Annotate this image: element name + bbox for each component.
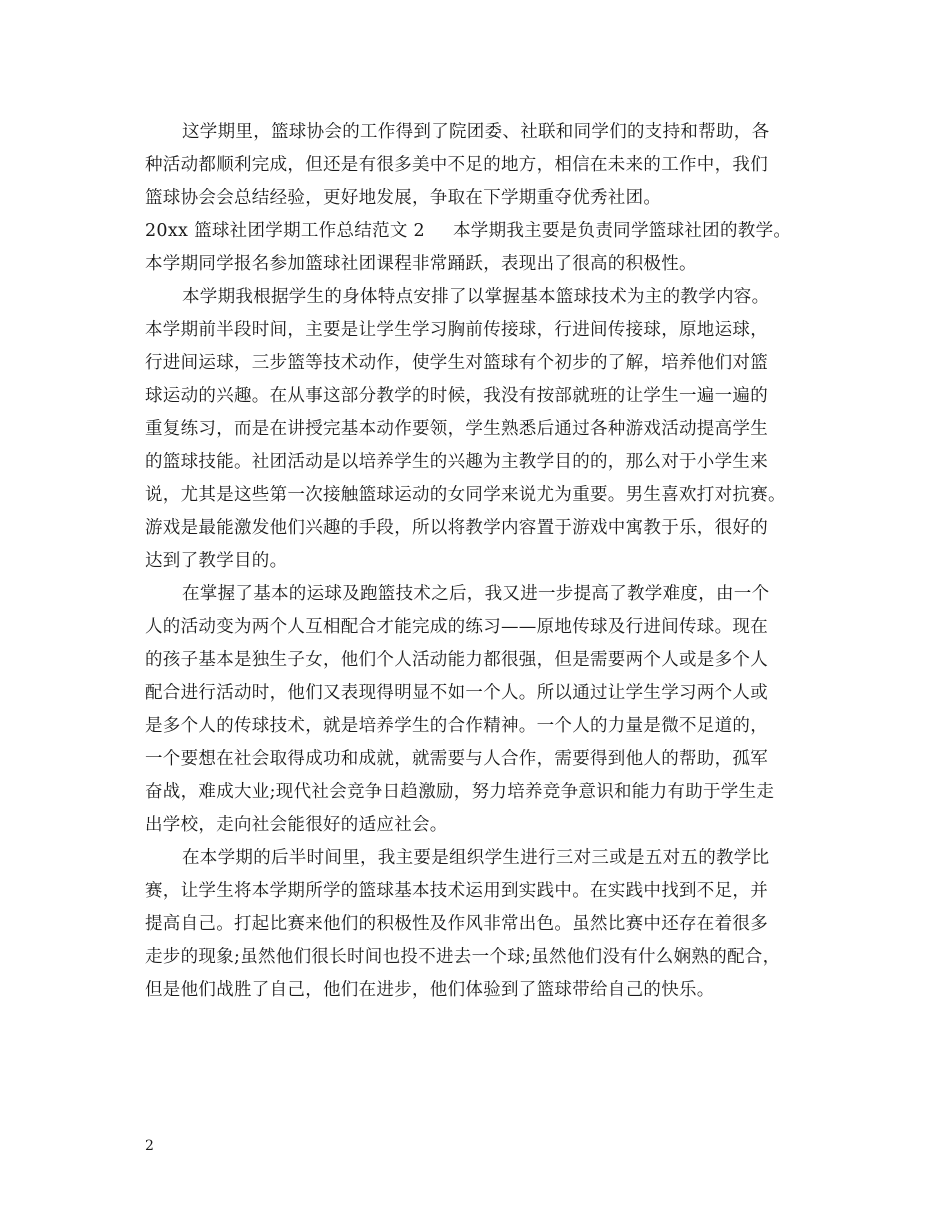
- paragraph-3: [145, 281, 810, 578]
- text-line: 在本学期的后半时间里，我主要是组织学生进行三对三或是五对五的教学比: [182, 848, 770, 868]
- text-line: 重复练习，而是在讲授完基本动作要领，学生熟悉后通过各种游戏活动提高学生: [145, 419, 768, 439]
- text-line: 出学校，走向社会能很好的适应社会。: [145, 815, 448, 835]
- text-line: 本学期同学报名参加篮球社团课程非常踊跃，表现出了很高的积极性。: [145, 254, 697, 274]
- text-line: 行进间运球，三步篮等技术动作，使学生对篮球有个初步的了解，培养他们对篮: [145, 353, 768, 373]
- text-line: 球运动的兴趣。在从事这部分教学的时候，我没有按部就班的让学生一遍一遍的: [145, 386, 768, 406]
- text-line: 走步的现象;虽然他们很长时间也投不进去一个球;虽然他们没有什么娴熟的配合，: [145, 947, 781, 967]
- heading-tail-text: 本学期我主要是负责同学篮球社团的教学。: [452, 221, 792, 241]
- page-number: 2: [145, 1138, 154, 1154]
- text-line: 是多个人的传球技术，就是培养学生的合作精神。一个人的力量是微不足道的，: [145, 716, 768, 736]
- text-line: 但是他们战胜了自己，他们在进步，他们体验到了篮球带给自己的快乐。: [145, 980, 715, 1000]
- text-line: 本学期我根据学生的身体特点安排了以掌握基本篮球技术为主的教学内容。: [182, 287, 770, 307]
- paragraph-2: [145, 215, 810, 281]
- text-line: 一个要想在社会取得成功和成就，就需要与人合作，需要得到他人的帮助，孤军: [145, 749, 768, 769]
- text-line: 种活动都顺利完成，但还是有很多美中不足的地方，相信在未来的工作中，我们: [145, 155, 768, 175]
- text-line: 篮球协会会总结经验，更好地发展，争取在下学期重夺优秀社团。: [145, 188, 662, 208]
- text-line: 人的活动变为两个人互相配合才能完成的练习——原地传球及行进间传球。现在: [145, 617, 768, 637]
- text-line: 奋战，难成大业;现代社会竞争日趋激励，努力培养竞争意识和能力有助于学生走: [145, 782, 775, 802]
- text-line: 在掌握了基本的运球及跑篮技术之后，我又进一步提高了教学难度，由一个: [182, 584, 770, 604]
- text-line: 配合进行活动时，他们又表现得明显不如一个人。所以通过让学生学习两个人或: [145, 683, 768, 703]
- text-line: 达到了教学目的。: [145, 551, 288, 571]
- paragraph-5: [145, 842, 810, 1007]
- text-line: 这学期里，篮球协会的工作得到了院团委、社联和同学们的支持和帮助，各: [182, 122, 770, 142]
- document-body: [145, 116, 810, 1007]
- section-heading-line: [145, 215, 810, 248]
- text-line: 的篮球技能。社团活动是以培养学生的兴趣为主教学目的的，那么对于小学生来: [145, 452, 768, 472]
- section-heading: 20xx 篮球社团学期工作总结范文 2: [145, 221, 425, 241]
- paragraph-4: [145, 578, 810, 842]
- text-line: 提高自己。打起比赛来他们的积极性及作风非常出色。虽然比赛中还存在着很多: [145, 914, 768, 934]
- text-line: 本学期前半段时间，主要是让学生学习胸前传接球，行进间传接球，原地运球，: [145, 320, 768, 340]
- text-line: 赛，让学生将本学期所学的篮球基本技术运用到实践中。在实践中找到不足，并: [145, 881, 768, 901]
- paragraph-1: [145, 116, 810, 215]
- text-line: 说，尤其是这些第一次接触篮球运动的女同学来说尤为重要。男生喜欢打对抗赛。: [145, 485, 786, 505]
- text-line: 游戏是最能激发他们兴趣的手段，所以将教学内容置于游戏中寓教于乐，很好的: [145, 518, 768, 538]
- text-line: 的孩子基本是独生子女，他们个人活动能力都很强，但是需要两个人或是多个人: [145, 650, 768, 670]
